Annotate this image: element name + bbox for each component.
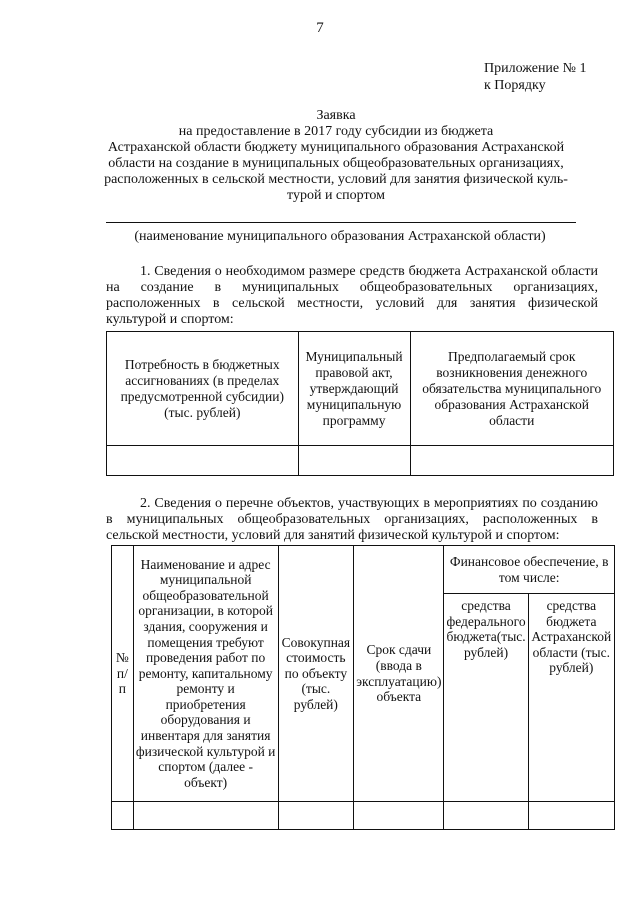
title-line-1: Заявка: [316, 108, 356, 123]
table-cell[interactable]: [444, 802, 528, 830]
title-line-4: области на создание в муниципальных общеобразовательных организациях,: [108, 156, 564, 171]
municipality-blank-line: [106, 222, 576, 223]
table-cell[interactable]: [112, 802, 134, 830]
title-line-6: турой и спортом: [287, 188, 385, 203]
header-row-number: № п/п: [112, 546, 134, 802]
appendix-line-1: Приложение № 1: [484, 61, 587, 76]
title-line-3: Астраханской области бюджету муниципального образования Астраханской: [107, 140, 565, 155]
section-1-body: 1. Сведения о необходимом размере средств бюджета Астраханской области на создание в муниципальных общеобразовательных организациях, расположенных в сельской местности, условий для занятия физической культурой и спортом:: [106, 264, 598, 327]
table-row: [112, 802, 615, 830]
table-cell[interactable]: [528, 802, 614, 830]
section-2-text: [106, 496, 598, 544]
header-obligation-term: Предполагаемый срок возникновения денежного обязательства муниципального образования Астраханской области: [410, 332, 614, 446]
header-budget-need: Потребность в бюджетных ассигнованиях (в пределах предусмотренной субсидии) (тыс. рублей): [107, 332, 299, 446]
budget-needs-table: [106, 331, 614, 476]
table-cell[interactable]: [133, 802, 278, 830]
document-title: [60, 108, 612, 204]
header-commission-term: Срок сдачи (ввода в эксплуатацию) объекта: [354, 546, 444, 802]
title-line-2: на предоставление в 2017 году субсидии из бюджета: [178, 124, 494, 139]
table-cell[interactable]: [354, 802, 444, 830]
section-2-body: 2. Сведения о перечне объектов, участвующих в мероприятиях по созданию в муниципальных общеобразовательных организациях, расположенных в сельской местности, условий для занятий физической культурой и спортом:: [106, 496, 598, 543]
header-total-cost: Совокупная стоимость по объекту (тыс. рублей): [278, 546, 354, 802]
table-cell[interactable]: [107, 446, 299, 476]
header-federal-funds: средства федерального бюджета(тыс. рублей): [444, 594, 528, 802]
header-legal-act: Муниципальный правовой акт, утверждающий муниципальную программу: [298, 332, 410, 446]
table-cell[interactable]: [278, 802, 354, 830]
section-1-text: [106, 264, 598, 328]
appendix-note: [484, 60, 587, 94]
title-line-5: расположенных в сельской местности, условий для занятия физической куль-: [104, 172, 568, 187]
header-object-name: Наименование и адрес муниципальной общеобразовательной организации, в которой здания, сооружения и помещения требуют проведения работ по ремонту, капитальному ремонту и приобретения оборудования и инвентаря для занятия физической культурой и спортом (далее - объект): [133, 546, 278, 802]
table-header-row: [112, 546, 615, 594]
objects-table: [111, 545, 615, 830]
page-number: 7: [316, 20, 324, 36]
table-cell[interactable]: [410, 446, 614, 476]
table-header-row: [107, 332, 614, 446]
appendix-line-2: к Порядку: [484, 78, 546, 93]
table-row: [107, 446, 614, 476]
municipality-caption: (наименование муниципального образования Астраханской области): [134, 229, 546, 244]
header-regional-funds: средства бюджета Астраханской области (тыс. рублей): [528, 594, 614, 802]
table-cell[interactable]: [298, 446, 410, 476]
header-financing: Финансовое обеспечение, в том числе:: [444, 546, 615, 594]
